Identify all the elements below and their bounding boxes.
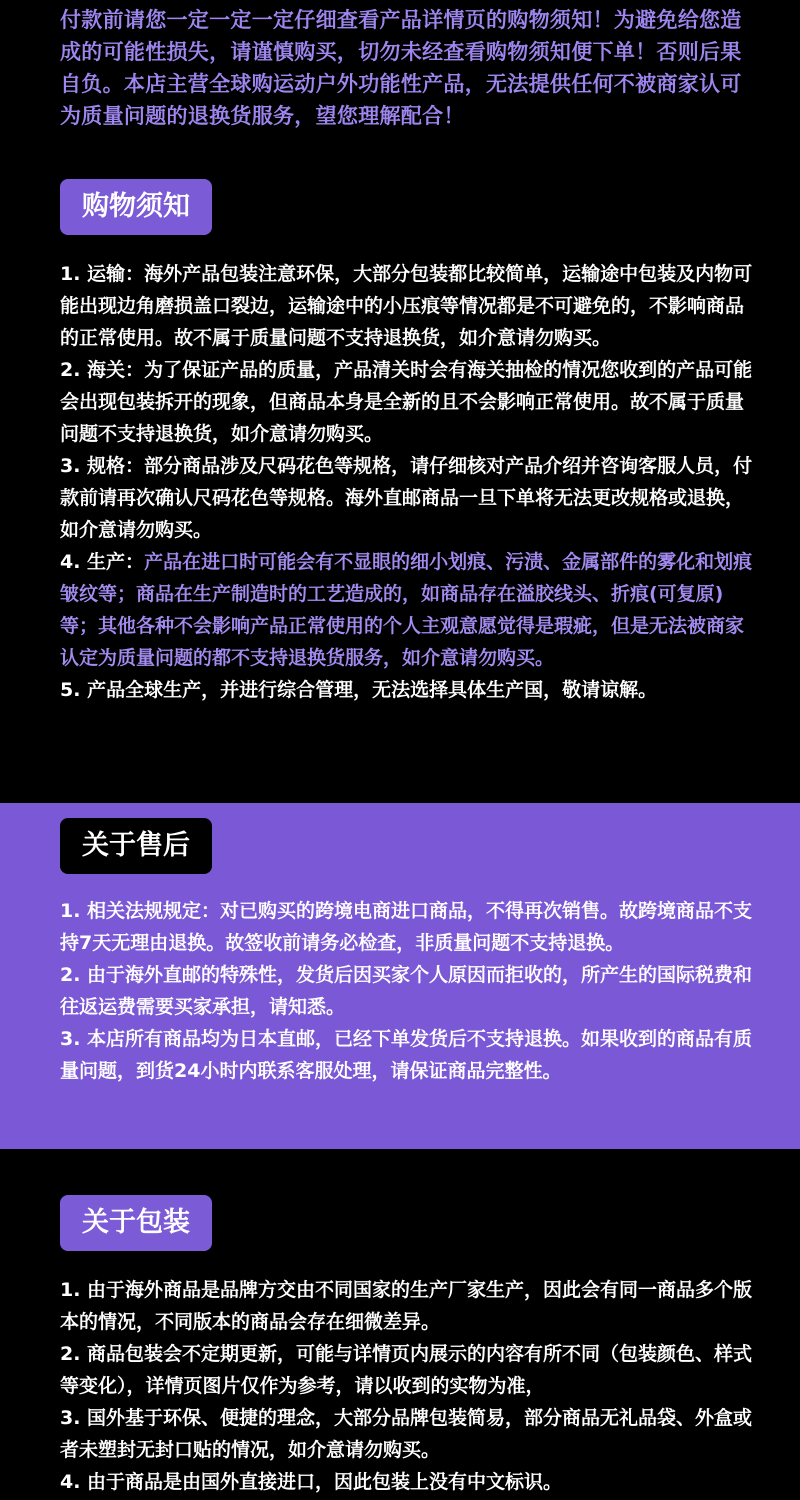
packaging-heading: 关于包装 (60, 1195, 212, 1251)
list-item: 4. 由于商品是由国外直接进口，因此包装上没有中文标识。 (60, 1471, 563, 1493)
item-body: 海外产品包装注意环保，大部分包装都比较简单，运输途中包装及内物可能出现边角磨损盖口裂边，运输途中的小压痕等情况都是不可避免的，不影响商品的正常使用。故不属于质量问题不支持退换货，如介意请勿购买。 (60, 263, 753, 349)
intro-notice: 付款前请您一定一定一定仔细查看产品详情页的购物须知！为避免给您造成的可能性损失，请谨慎购买，切勿未经查看购物须知便下单！否则后果自负。本店主营全球购运动户外功能性产品，无法提供任何不被商家认可为质量问题的退换货服务，望您理解配合！ (60, 8, 742, 128)
list-item: 1. 相关法规规定：对已购买的跨境电商进口商品，不得再次销售。故跨境商品不支持7天无理由退换。故签收前请务必检查，非质量问题不支持退换。 (60, 900, 753, 954)
item-head: 5. (60, 679, 88, 701)
list-item (60, 354, 760, 450)
after-sales-list (60, 895, 760, 1087)
shopping-notice-list (60, 258, 760, 706)
item-head: 1. 运输： (60, 263, 145, 285)
list-item (60, 258, 760, 354)
item-head: 4. 生产： (60, 551, 145, 573)
item-body: 产品在进口时可能会有不显眼的细小划痕、污渍、金属部件的雾化和划痕皱纹等；商品在生产制造时的工艺造成的，如商品存在溢胶线头、折痕(可复原)等；其他各种不会影响产品正常使用的个人主观意愿觉得是瑕疵，但是无法被商家认定为质量问题的都不支持退换货服务，如介意请勿购买。 (60, 551, 753, 669)
item-body: 产品全球生产，并进行综合管理，无法选择具体生产国，敬请谅解。 (87, 679, 658, 701)
list-item: 2. 商品包装会不定期更新，可能与详情页内展示的内容有所不同（包装颜色、样式等变化），详情页图片仅作为参考，请以收到的实物为准， (60, 1343, 753, 1397)
after-sales-heading: 关于售后 (60, 818, 212, 874)
packaging-list (60, 1274, 760, 1498)
item-body: 部分商品涉及尺码花色等规格，请仔细核对产品介绍并咨询客服人员，付款前请再次确认尺码花色等规格。海外直邮商品一旦下单将无法更改规格或退换，如介意请勿购买。 (60, 455, 753, 541)
after-sales-section (0, 803, 800, 1149)
item-head: 2. 海关： (60, 359, 145, 381)
list-item (60, 450, 760, 546)
list-item (60, 674, 760, 706)
list-item: 1. 由于海外商品是品牌方交由不同国家的生产厂家生产，因此会有同一商品多个版本的情况，不同版本的商品会存在细微差异。 (60, 1279, 753, 1333)
list-item: 3. 本店所有商品均为日本直邮，已经下单发货后不支持退换。如果收到的商品有质量问题，到货24小时内联系客服处理，请保证商品完整性。 (60, 1028, 753, 1082)
list-item: 3. 国外基于环保、便捷的理念，大部分品牌包装简易，部分商品无礼品袋、外盒或者未塑封无封口贴的情况，如介意请勿购买。 (60, 1407, 753, 1461)
list-item (60, 546, 760, 674)
list-item: 2. 由于海外直邮的特殊性，发货后因买家个人原因而拒收的，所产生的国际税费和往返运费需要买家承担，请知悉。 (60, 964, 753, 1018)
item-head: 3. 规格： (60, 455, 145, 477)
item-body: 为了保证产品的质量，产品清关时会有海关抽检的情况您收到的产品可能会出现包装拆开的现象，但商品本身是全新的且不会影响正常使用。故不属于质量问题不支持退换货，如介意请勿购买。 (60, 359, 753, 445)
shopping-notice-heading: 购物须知 (60, 179, 212, 235)
